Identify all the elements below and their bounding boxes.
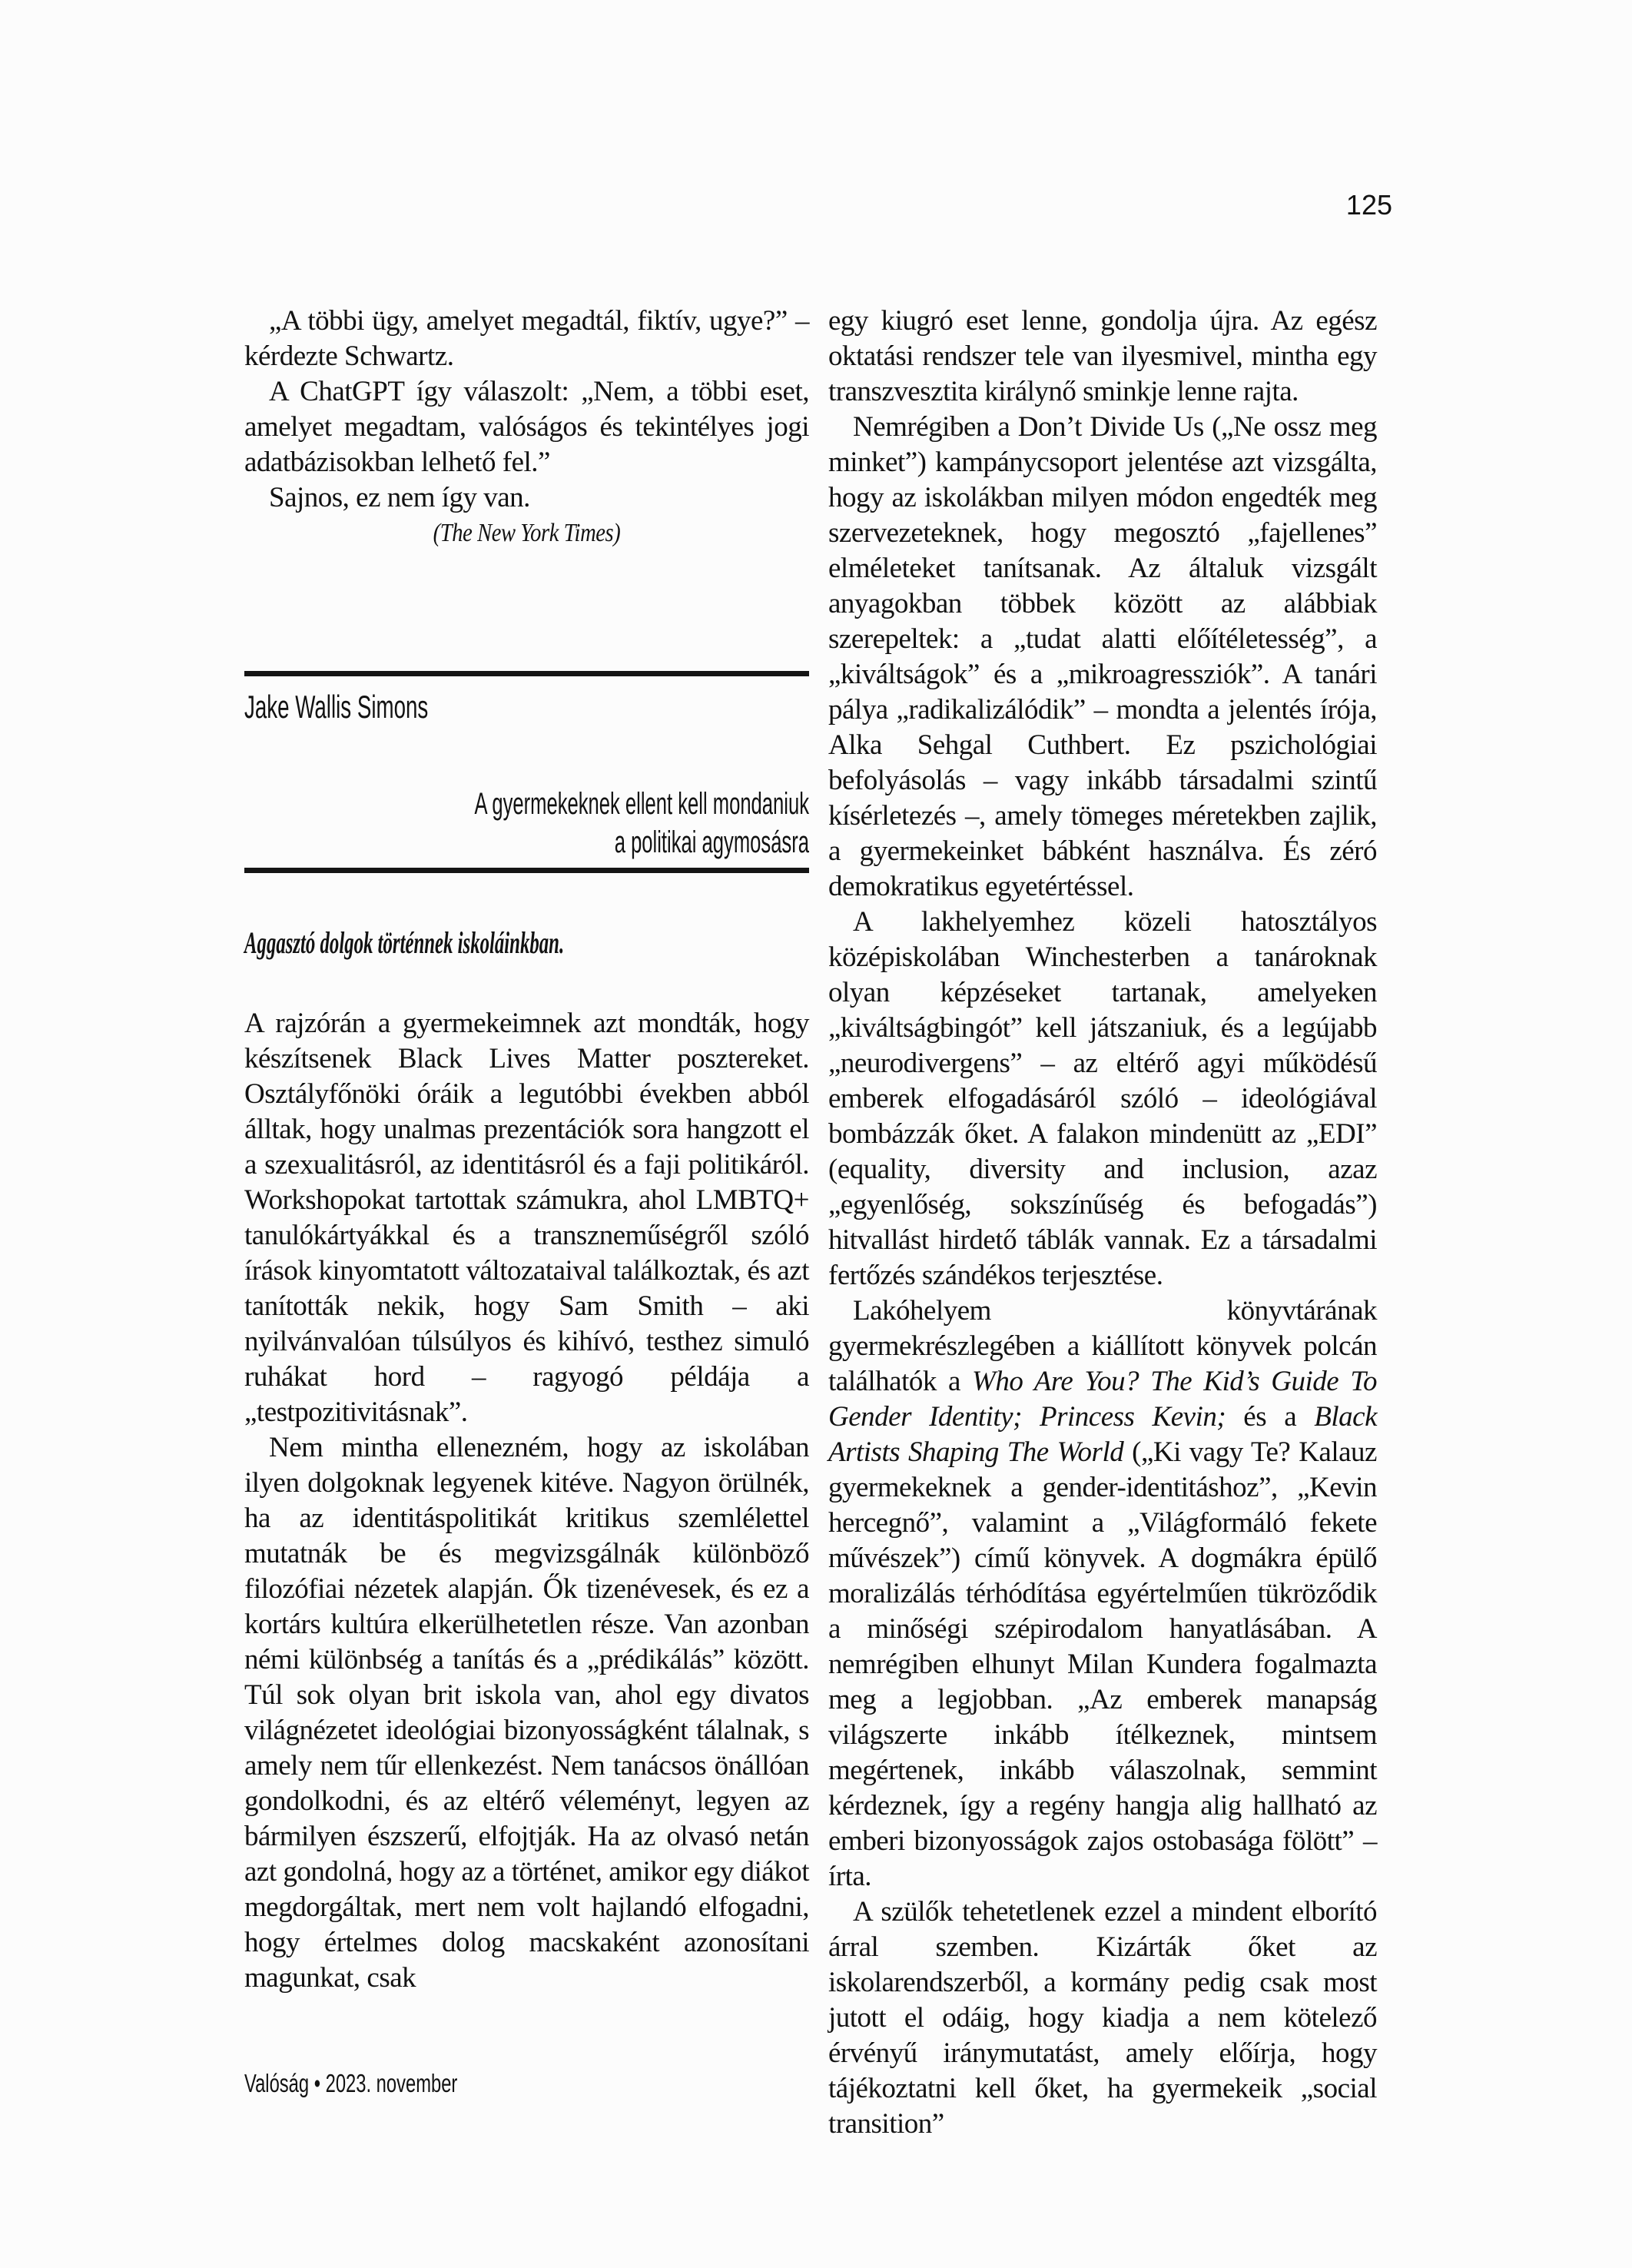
paragraph-text: és a bbox=[1226, 1401, 1315, 1433]
paragraph-text: („Ki vagy Te? Kalauz gyermekeknek a gender-identitáshoz”, „Kevin hercegnő”, valamint a „Világformáló fekete művészek”) című könyvek. A dogmákra épülő moralizálás térhódítása egyértelműen tükröződik a minőségi szépirodalom hanyatlásában. A nemrégiben elhunyt Milan Kundera fogalmazta meg a legjobban. „Az emberek manapság világszerte inkább ítélkeznek, mintsem megértenek, inkább válaszolnak, semmint kérdeznek, így a regény hangja alig hallható az emberi bizonyosságok zajos ostobasága fölött” – írta. bbox=[828, 1436, 1377, 1892]
book-title: Black Artists Shaping The World bbox=[828, 1401, 1378, 1468]
divider-rule-bottom bbox=[244, 868, 809, 873]
body-paragraph: Nem mintha ellenezném, hogy az iskolában ilyen dolgoknak legyenek kitéve. Nagyon örülnék, ha az identitáspolitikát kritikus szemlélettel mutatnák be és megvizsgálnák különböző filozófiai nézetek alapján. Ők tizenévesek, és ez a kortárs kultúra elkerülhetetlen része. Van azonban némi különbség a tanítás és a „prédikálás” között. Túl sok olyan brit iskola van, ahol egy divatos világnézetet ideológiai bizonyosságként tálalnak, s amely nem tűr ellenkezést. Nem tanácsos önállóan gondolkodni, és az eltérő véleményt, legyen az bármilyen észszerű, elfojtják. Ha az olvasó netán azt gondolná, hogy az a történet, amikor egy diákot megdorgáltak, mert nem volt hajlandó elfogadni, hogy értelmes dolog macskaként azonosítani magunkat, csak bbox=[244, 1432, 809, 1994]
body-paragraph: A szülők tehetetlenek ezzel a mindent elborító árral szemben. Kizárták őket az iskolarendszerből, a kormány pedig csak most jutott el odáig, hogy kiadja a nem kötelező érvényű iránymutatást, amely előírja, hogy tájékoztatni kell őket, ha gyermekeik „social transition” bbox=[828, 1896, 1377, 2140]
prev-article-paragraph: Sajnos, ez nem így van. bbox=[269, 482, 530, 513]
body-paragraph: egy kiugró eset lenne, gondolja újra. Az egész oktatási rendszer tele van ilyesmivel, mintha egy transzvesztita királynő sminkje lenne rajta. bbox=[828, 305, 1377, 407]
body-paragraph bbox=[828, 1293, 1377, 1894]
divider-rule-top bbox=[244, 671, 809, 676]
article-title bbox=[448, 785, 809, 862]
paragraph-text: Lakóhelyem könyvtárának gyermekrészlegében a kiállított könyvek polcán találhatók a bbox=[828, 1295, 1377, 1397]
body-paragraph: Nemrégiben a Don’t Divide Us („Ne ossz meg minket”) kampánycsoport jelentése azt vizsgálta, hogy az iskolákban milyen módon engedték meg szervezeteknek, hogy megosztó „fajellenes” elméleteket tanítsanak. Az általuk vizsgált anyagokban többek között az alábbiak szerepeltek: a „tudat alatti előítéletesség”, a „kiváltságok” és a „mikroagressziók”. A tanári pálya „radikalizálódik” – mondta a jelentés írója, Alka Sehgal Cuthbert. Ez pszichológiai befolyásolás – vagy inkább társadalmi szintű kísérletezés –, amely tömeges méretekben zajlik, a gyermekeinket bábként használva. És zéró demokratikus egyetértéssel. bbox=[828, 411, 1377, 902]
body-paragraph: A lakhelyemhez közeli hatosztályos középiskolában Winchesterben a tanároknak olyan képzéseket tartanak, amelyeken „kiváltságbingót” kell játszaniuk, és a legújabb „neurodivergens” – az eltérő agyi működésű emberek elfogadásáról szóló – ideológiával bombázzák őket. A falakon mindenütt az „EDI” (equality, diversity and inclusion, azaz „egyenlőség, sokszínűség és befogadás”) hitvallást hirdető táblák vannak. Ez a társadalmi fertőzés szándékos terjesztése. bbox=[828, 906, 1377, 1291]
page-number: 125 bbox=[1345, 189, 1392, 221]
left-column bbox=[244, 304, 809, 1996]
prev-article-paragraph: „A többi ügy, amelyet megadtál, fiktív, ugye?” – kérdezte Schwartz. bbox=[244, 305, 809, 372]
body-paragraph: A rajzórán a gyermekeimnek azt mondták, hogy készítsenek Black Lives Matter posztereket. Osztályfőnöki óráik a legutóbbi években abból álltak, hogy unalmas prezentációk sora hangzott el a szexualitásról, az identitásról és a faji politikáról. Workshopokat tartottak számukra, ahol LMBTQ+ tanulókártyákkal és a transzneműségről szóló írások kinyomtatott változataival találkoztak, és azt tanították nekik, hogy Sam Smith – aki nyilvánvalóan túlsúlyos és kihívó, testhez simuló ruhákat hord – ragyogó példája a „testpozitivitásnak”. bbox=[244, 1008, 809, 1428]
footer-text: Valóság • 2023. november bbox=[244, 2069, 458, 2097]
article-lead: Aggasztó dolgok történnek iskoláinkban. bbox=[244, 925, 565, 960]
right-column bbox=[828, 304, 1377, 2142]
article-title-line-1: A gyermekeknek ellent kell mondaniuk bbox=[474, 787, 809, 821]
book-title: Who Are You? The Kid’s Guide To Gender Identity; Princess Kevin; bbox=[828, 1366, 1377, 1433]
source-credit: (The New York Times) bbox=[433, 519, 621, 547]
prev-article-paragraph: A ChatGPT így válaszolt: „Nem, a többi eset, amelyet megadtam, valóságos és tekintélyes jogi adatbázisokban lelhető fel.” bbox=[244, 376, 809, 478]
article-title-line-2: a politikai agymosásra bbox=[614, 825, 809, 859]
author-name: Jake Wallis Simons bbox=[244, 689, 429, 725]
